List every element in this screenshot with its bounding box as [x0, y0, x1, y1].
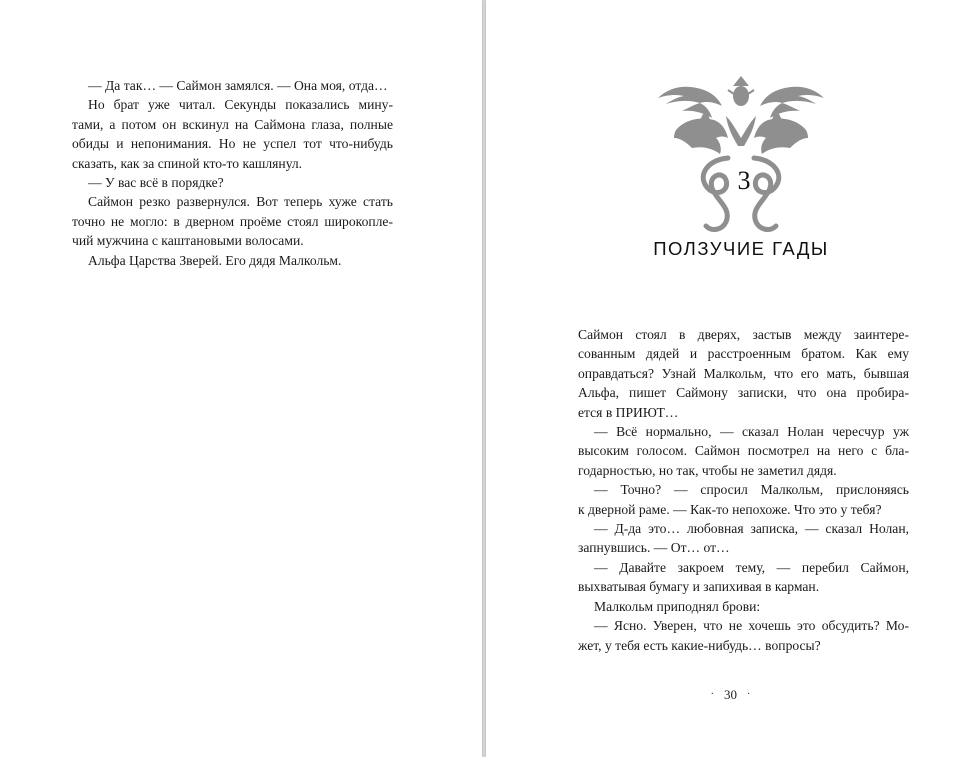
text-line: Альфа Царства Зверей. Его дядя Малкольм.	[88, 252, 342, 268]
text-line: Саймон резко развернулся. Вот теперь хуже стать	[88, 194, 393, 210]
text-line: сованным дядей и расстроенным братом. Как ему	[578, 346, 909, 362]
footer-dot-right: ·	[747, 689, 751, 700]
paragraph	[72, 192, 393, 250]
text-line: чий мужчина с каштановыми волосами.	[72, 233, 304, 249]
text-line: ется в ПРИЮТ…	[578, 404, 679, 420]
text-line: запнувшись. — От… от…	[578, 540, 730, 556]
text-line: жет, у тебя есть какие-нибудь… вопросы?	[578, 637, 821, 653]
text-line: Но брат уже читал. Секунды показались мину-	[88, 97, 393, 113]
footer-dot-left: ·	[710, 689, 714, 700]
text-line: обиды и непонимания. Но не успел тот что-нибудь	[72, 136, 393, 152]
text-line: — Давайте закроем тему, — перебил Саймон,	[594, 559, 909, 575]
text-line: выхватывая бумагу и запихивая в карман.	[578, 579, 820, 595]
text-line: — Д-да это… любовная записка, — сказал Нолан,	[594, 521, 909, 537]
paragraph	[578, 480, 909, 519]
text-line: — У вас всё в порядке?	[88, 175, 224, 191]
left-page-text	[72, 76, 393, 270]
paragraph	[578, 325, 909, 422]
paragraph	[578, 558, 909, 597]
text-line: высоким голосом. Саймон посмотрел на него с бла-	[578, 443, 909, 459]
text-line: Альфа, пишет Саймону записки, что она пробира-	[578, 385, 909, 401]
animal-kingdom-emblem-icon	[656, 76, 826, 238]
text-line: сказать, как за спиной кто-то кашлянул.	[72, 155, 303, 171]
text-line: Малкольм приподнял брови:	[594, 598, 761, 614]
paragraph	[578, 519, 909, 558]
page-number: 30	[724, 687, 737, 702]
text-line: — Точно? — спросил Малкольм, прислоняясь	[594, 482, 909, 498]
text-line: Саймон стоял в дверях, застыв между заинтере-	[578, 327, 909, 342]
chapter-number: 3	[737, 166, 751, 195]
text-line: точно не могло: в дверном проёме стоял широкоплe-	[72, 213, 393, 229]
paragraph	[72, 173, 393, 192]
paragraph	[578, 616, 909, 655]
text-line: годарностью, но так, чтобы не заметил дядя.	[578, 462, 837, 478]
paragraph	[72, 251, 393, 270]
text-line: — Да так… — Саймон замялся. — Она моя, отда…	[88, 78, 388, 93]
text-line: — Всё нормально, — сказал Нолан чересчур уж	[594, 424, 909, 440]
text-line: к дверной раме. — Как-то непохоже. Что это у тебя?	[578, 501, 882, 517]
paragraph	[578, 422, 909, 480]
text-line: оправдаться? Узнай Малкольм, что его мать, бывшая	[578, 365, 909, 381]
page-footer	[486, 687, 975, 703]
right-page-text	[578, 325, 909, 655]
text-line: — Ясно. Уверен, что не хочешь это обсудить? Мо-	[594, 618, 909, 634]
paragraph	[72, 95, 393, 173]
text-line: тами, а потом он вскинул на Саймона глаза, полные	[72, 116, 393, 132]
chapter-title: ПОЛЗУЧИЕ ГАДЫ	[653, 238, 829, 259]
right-page	[486, 0, 975, 757]
left-page	[0, 0, 482, 757]
paragraph	[72, 76, 393, 95]
paragraph	[578, 597, 909, 616]
